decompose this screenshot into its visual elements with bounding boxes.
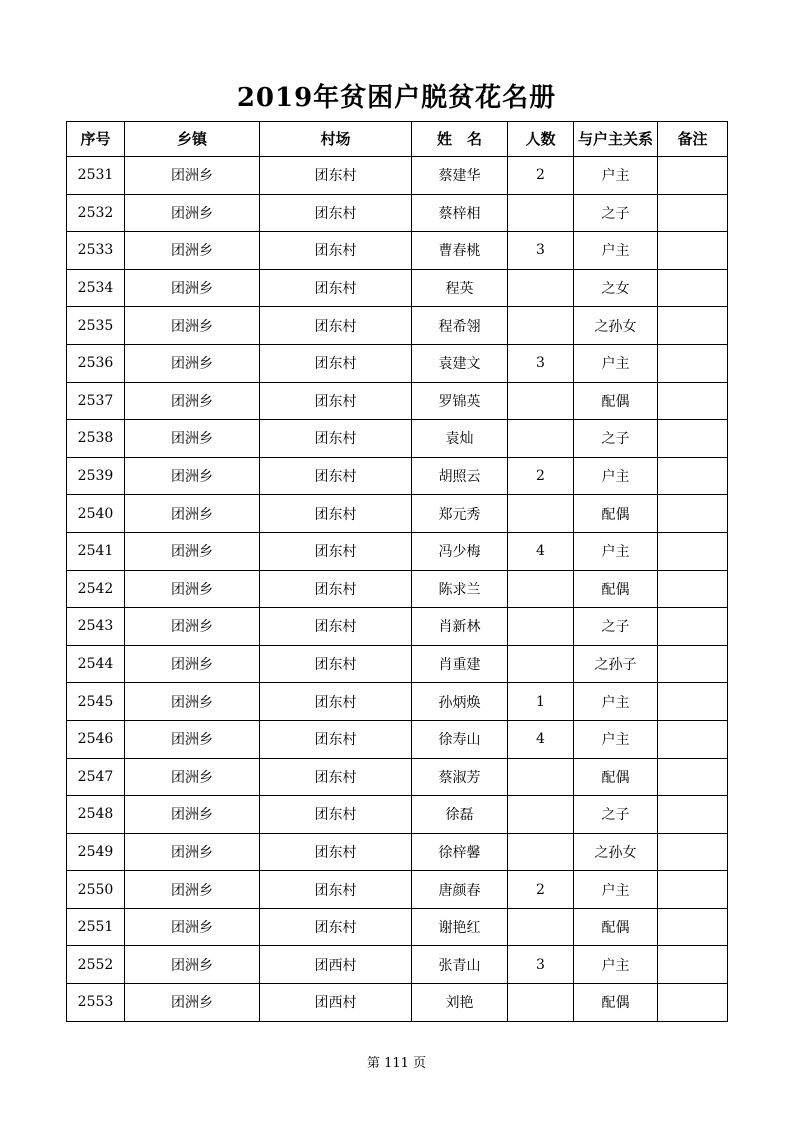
cell-relation: 配偶 xyxy=(574,382,658,420)
cell-note xyxy=(658,157,728,195)
cell-count: 3 xyxy=(508,946,574,984)
cell-serial: 2542 xyxy=(67,570,125,608)
cell-count xyxy=(508,796,574,834)
table-row xyxy=(67,608,728,646)
cell-serial: 2534 xyxy=(67,269,125,307)
cell-town: 团洲乡 xyxy=(125,194,260,232)
cell-town: 团洲乡 xyxy=(125,683,260,721)
cell-town: 团洲乡 xyxy=(125,984,260,1022)
cell-count xyxy=(508,495,574,533)
cell-relation: 户主 xyxy=(574,871,658,909)
table-row xyxy=(67,307,728,345)
cell-note xyxy=(658,532,728,570)
cell-count xyxy=(508,382,574,420)
cell-town: 团洲乡 xyxy=(125,157,260,195)
table-row xyxy=(67,833,728,871)
cell-village: 团东村 xyxy=(260,871,412,909)
header-relation: 与户主关系 xyxy=(574,122,658,157)
cell-name: 唐颜春 xyxy=(412,871,508,909)
cell-count: 3 xyxy=(508,232,574,270)
header-note: 备注 xyxy=(658,122,728,157)
cell-note xyxy=(658,758,728,796)
cell-relation: 之女 xyxy=(574,269,658,307)
table-row xyxy=(67,645,728,683)
cell-village: 团东村 xyxy=(260,833,412,871)
cell-relation: 户主 xyxy=(574,457,658,495)
cell-name: 蔡淑芳 xyxy=(412,758,508,796)
roster-table xyxy=(66,121,728,1022)
cell-relation: 配偶 xyxy=(574,758,658,796)
cell-name: 袁灿 xyxy=(412,420,508,458)
header-village: 村场 xyxy=(260,122,412,157)
cell-name: 刘艳 xyxy=(412,984,508,1022)
table-row xyxy=(67,344,728,382)
cell-serial: 2549 xyxy=(67,833,125,871)
cell-village: 团东村 xyxy=(260,570,412,608)
footer-suffix: 页 xyxy=(413,1056,427,1071)
cell-name: 冯少梅 xyxy=(412,532,508,570)
cell-village: 团东村 xyxy=(260,344,412,382)
cell-relation: 户主 xyxy=(574,683,658,721)
cell-village: 团东村 xyxy=(260,683,412,721)
page-footer xyxy=(0,1055,793,1073)
cell-serial: 2543 xyxy=(67,608,125,646)
cell-town: 团洲乡 xyxy=(125,307,260,345)
cell-note xyxy=(658,457,728,495)
cell-name: 程希翎 xyxy=(412,307,508,345)
cell-village: 团东村 xyxy=(260,796,412,834)
cell-relation: 之子 xyxy=(574,608,658,646)
cell-village: 团东村 xyxy=(260,420,412,458)
cell-note xyxy=(658,608,728,646)
cell-name: 张青山 xyxy=(412,946,508,984)
cell-serial: 2544 xyxy=(67,645,125,683)
cell-count: 2 xyxy=(508,457,574,495)
cell-name: 郑元秀 xyxy=(412,495,508,533)
cell-town: 团洲乡 xyxy=(125,232,260,270)
cell-name: 徐梓馨 xyxy=(412,833,508,871)
cell-village: 团东村 xyxy=(260,382,412,420)
cell-town: 团洲乡 xyxy=(125,645,260,683)
header-town: 乡镇 xyxy=(125,122,260,157)
table-row xyxy=(67,871,728,909)
cell-town: 团洲乡 xyxy=(125,495,260,533)
table-row xyxy=(67,532,728,570)
cell-village: 团东村 xyxy=(260,269,412,307)
table-header-row xyxy=(67,122,728,157)
cell-note xyxy=(658,946,728,984)
cell-serial: 2553 xyxy=(67,984,125,1022)
cell-village: 团东村 xyxy=(260,645,412,683)
cell-count: 4 xyxy=(508,532,574,570)
cell-town: 团洲乡 xyxy=(125,420,260,458)
cell-note xyxy=(658,232,728,270)
cell-town: 团洲乡 xyxy=(125,720,260,758)
header-count: 人数 xyxy=(508,122,574,157)
cell-village: 团东村 xyxy=(260,194,412,232)
cell-town: 团洲乡 xyxy=(125,570,260,608)
cell-relation: 配偶 xyxy=(574,908,658,946)
cell-village: 团东村 xyxy=(260,908,412,946)
cell-count: 2 xyxy=(508,871,574,909)
cell-relation: 配偶 xyxy=(574,570,658,608)
cell-count: 4 xyxy=(508,720,574,758)
cell-count: 2 xyxy=(508,157,574,195)
header-name: 姓 名 xyxy=(412,122,508,157)
table-row xyxy=(67,683,728,721)
cell-name: 程英 xyxy=(412,269,508,307)
cell-town: 团洲乡 xyxy=(125,457,260,495)
cell-village: 团东村 xyxy=(260,532,412,570)
cell-note xyxy=(658,871,728,909)
cell-relation: 之子 xyxy=(574,420,658,458)
cell-village: 团东村 xyxy=(260,495,412,533)
cell-name: 徐寿山 xyxy=(412,720,508,758)
cell-relation: 之子 xyxy=(574,796,658,834)
cell-town: 团洲乡 xyxy=(125,532,260,570)
cell-note xyxy=(658,833,728,871)
cell-village: 团西村 xyxy=(260,946,412,984)
cell-serial: 2550 xyxy=(67,871,125,909)
cell-town: 团洲乡 xyxy=(125,382,260,420)
cell-serial: 2536 xyxy=(67,344,125,382)
table-row xyxy=(67,157,728,195)
cell-serial: 2541 xyxy=(67,532,125,570)
cell-relation: 之孙女 xyxy=(574,307,658,345)
cell-name: 蔡建华 xyxy=(412,157,508,195)
table-row xyxy=(67,720,728,758)
cell-name: 曹春桃 xyxy=(412,232,508,270)
cell-village: 团东村 xyxy=(260,232,412,270)
table-row xyxy=(67,194,728,232)
cell-note xyxy=(658,645,728,683)
table-row xyxy=(67,758,728,796)
cell-count xyxy=(508,307,574,345)
cell-relation: 户主 xyxy=(574,232,658,270)
table-body xyxy=(67,157,728,1022)
cell-note xyxy=(658,908,728,946)
page-number: 111 xyxy=(384,1056,409,1071)
cell-note xyxy=(658,420,728,458)
table-row xyxy=(67,269,728,307)
cell-name: 罗锦英 xyxy=(412,382,508,420)
cell-relation: 户主 xyxy=(574,157,658,195)
cell-serial: 2547 xyxy=(67,758,125,796)
cell-name: 徐磊 xyxy=(412,796,508,834)
cell-town: 团洲乡 xyxy=(125,908,260,946)
table-row xyxy=(67,232,728,270)
table-row xyxy=(67,382,728,420)
cell-serial: 2537 xyxy=(67,382,125,420)
cell-count: 3 xyxy=(508,344,574,382)
document-title: 2019年贫困户脱贫花名册 xyxy=(236,83,557,113)
cell-village: 团东村 xyxy=(260,758,412,796)
cell-town: 团洲乡 xyxy=(125,758,260,796)
cell-name: 肖新林 xyxy=(412,608,508,646)
footer-prefix: 第 xyxy=(366,1056,380,1071)
cell-note xyxy=(658,269,728,307)
cell-relation: 之孙子 xyxy=(574,645,658,683)
cell-note xyxy=(658,720,728,758)
cell-village: 团东村 xyxy=(260,720,412,758)
cell-relation: 配偶 xyxy=(574,984,658,1022)
cell-count xyxy=(508,420,574,458)
cell-name: 谢艳红 xyxy=(412,908,508,946)
table-row xyxy=(67,908,728,946)
cell-relation: 户主 xyxy=(574,532,658,570)
table-row xyxy=(67,457,728,495)
table-row xyxy=(67,984,728,1022)
cell-count xyxy=(508,645,574,683)
table-row xyxy=(67,570,728,608)
cell-serial: 2548 xyxy=(67,796,125,834)
cell-note xyxy=(658,307,728,345)
table-row xyxy=(67,796,728,834)
cell-count xyxy=(508,984,574,1022)
cell-serial: 2539 xyxy=(67,457,125,495)
table-row xyxy=(67,420,728,458)
cell-count xyxy=(508,908,574,946)
cell-note xyxy=(658,382,728,420)
cell-note xyxy=(658,984,728,1022)
table-row xyxy=(67,946,728,984)
cell-count xyxy=(508,570,574,608)
cell-note xyxy=(658,194,728,232)
cell-village: 团西村 xyxy=(260,984,412,1022)
cell-village: 团东村 xyxy=(260,608,412,646)
cell-serial: 2540 xyxy=(67,495,125,533)
cell-note xyxy=(658,495,728,533)
cell-name: 蔡梓相 xyxy=(412,194,508,232)
cell-name: 肖重建 xyxy=(412,645,508,683)
cell-town: 团洲乡 xyxy=(125,946,260,984)
cell-relation: 户主 xyxy=(574,946,658,984)
cell-town: 团洲乡 xyxy=(125,344,260,382)
cell-town: 团洲乡 xyxy=(125,833,260,871)
cell-serial: 2546 xyxy=(67,720,125,758)
cell-name: 陈求兰 xyxy=(412,570,508,608)
cell-serial: 2531 xyxy=(67,157,125,195)
header-serial: 序号 xyxy=(67,122,125,157)
cell-serial: 2533 xyxy=(67,232,125,270)
cell-serial: 2532 xyxy=(67,194,125,232)
cell-count xyxy=(508,833,574,871)
cell-town: 团洲乡 xyxy=(125,796,260,834)
cell-count xyxy=(508,608,574,646)
cell-note xyxy=(658,344,728,382)
cell-town: 团洲乡 xyxy=(125,871,260,909)
cell-relation: 户主 xyxy=(574,344,658,382)
cell-serial: 2535 xyxy=(67,307,125,345)
cell-count xyxy=(508,758,574,796)
cell-relation: 之子 xyxy=(574,194,658,232)
cell-town: 团洲乡 xyxy=(125,608,260,646)
cell-name: 胡照云 xyxy=(412,457,508,495)
cell-relation: 户主 xyxy=(574,720,658,758)
cell-village: 团东村 xyxy=(260,157,412,195)
table-row xyxy=(67,495,728,533)
cell-note xyxy=(658,683,728,721)
cell-serial: 2538 xyxy=(67,420,125,458)
cell-name: 孙炳焕 xyxy=(412,683,508,721)
cell-relation: 配偶 xyxy=(574,495,658,533)
cell-town: 团洲乡 xyxy=(125,269,260,307)
cell-note xyxy=(658,570,728,608)
cell-village: 团东村 xyxy=(260,457,412,495)
cell-serial: 2552 xyxy=(67,946,125,984)
cell-serial: 2551 xyxy=(67,908,125,946)
cell-name: 袁建文 xyxy=(412,344,508,382)
cell-count xyxy=(508,194,574,232)
cell-count: 1 xyxy=(508,683,574,721)
cell-note xyxy=(658,796,728,834)
cell-count xyxy=(508,269,574,307)
cell-village: 团东村 xyxy=(260,307,412,345)
cell-serial: 2545 xyxy=(67,683,125,721)
cell-relation: 之孙女 xyxy=(574,833,658,871)
